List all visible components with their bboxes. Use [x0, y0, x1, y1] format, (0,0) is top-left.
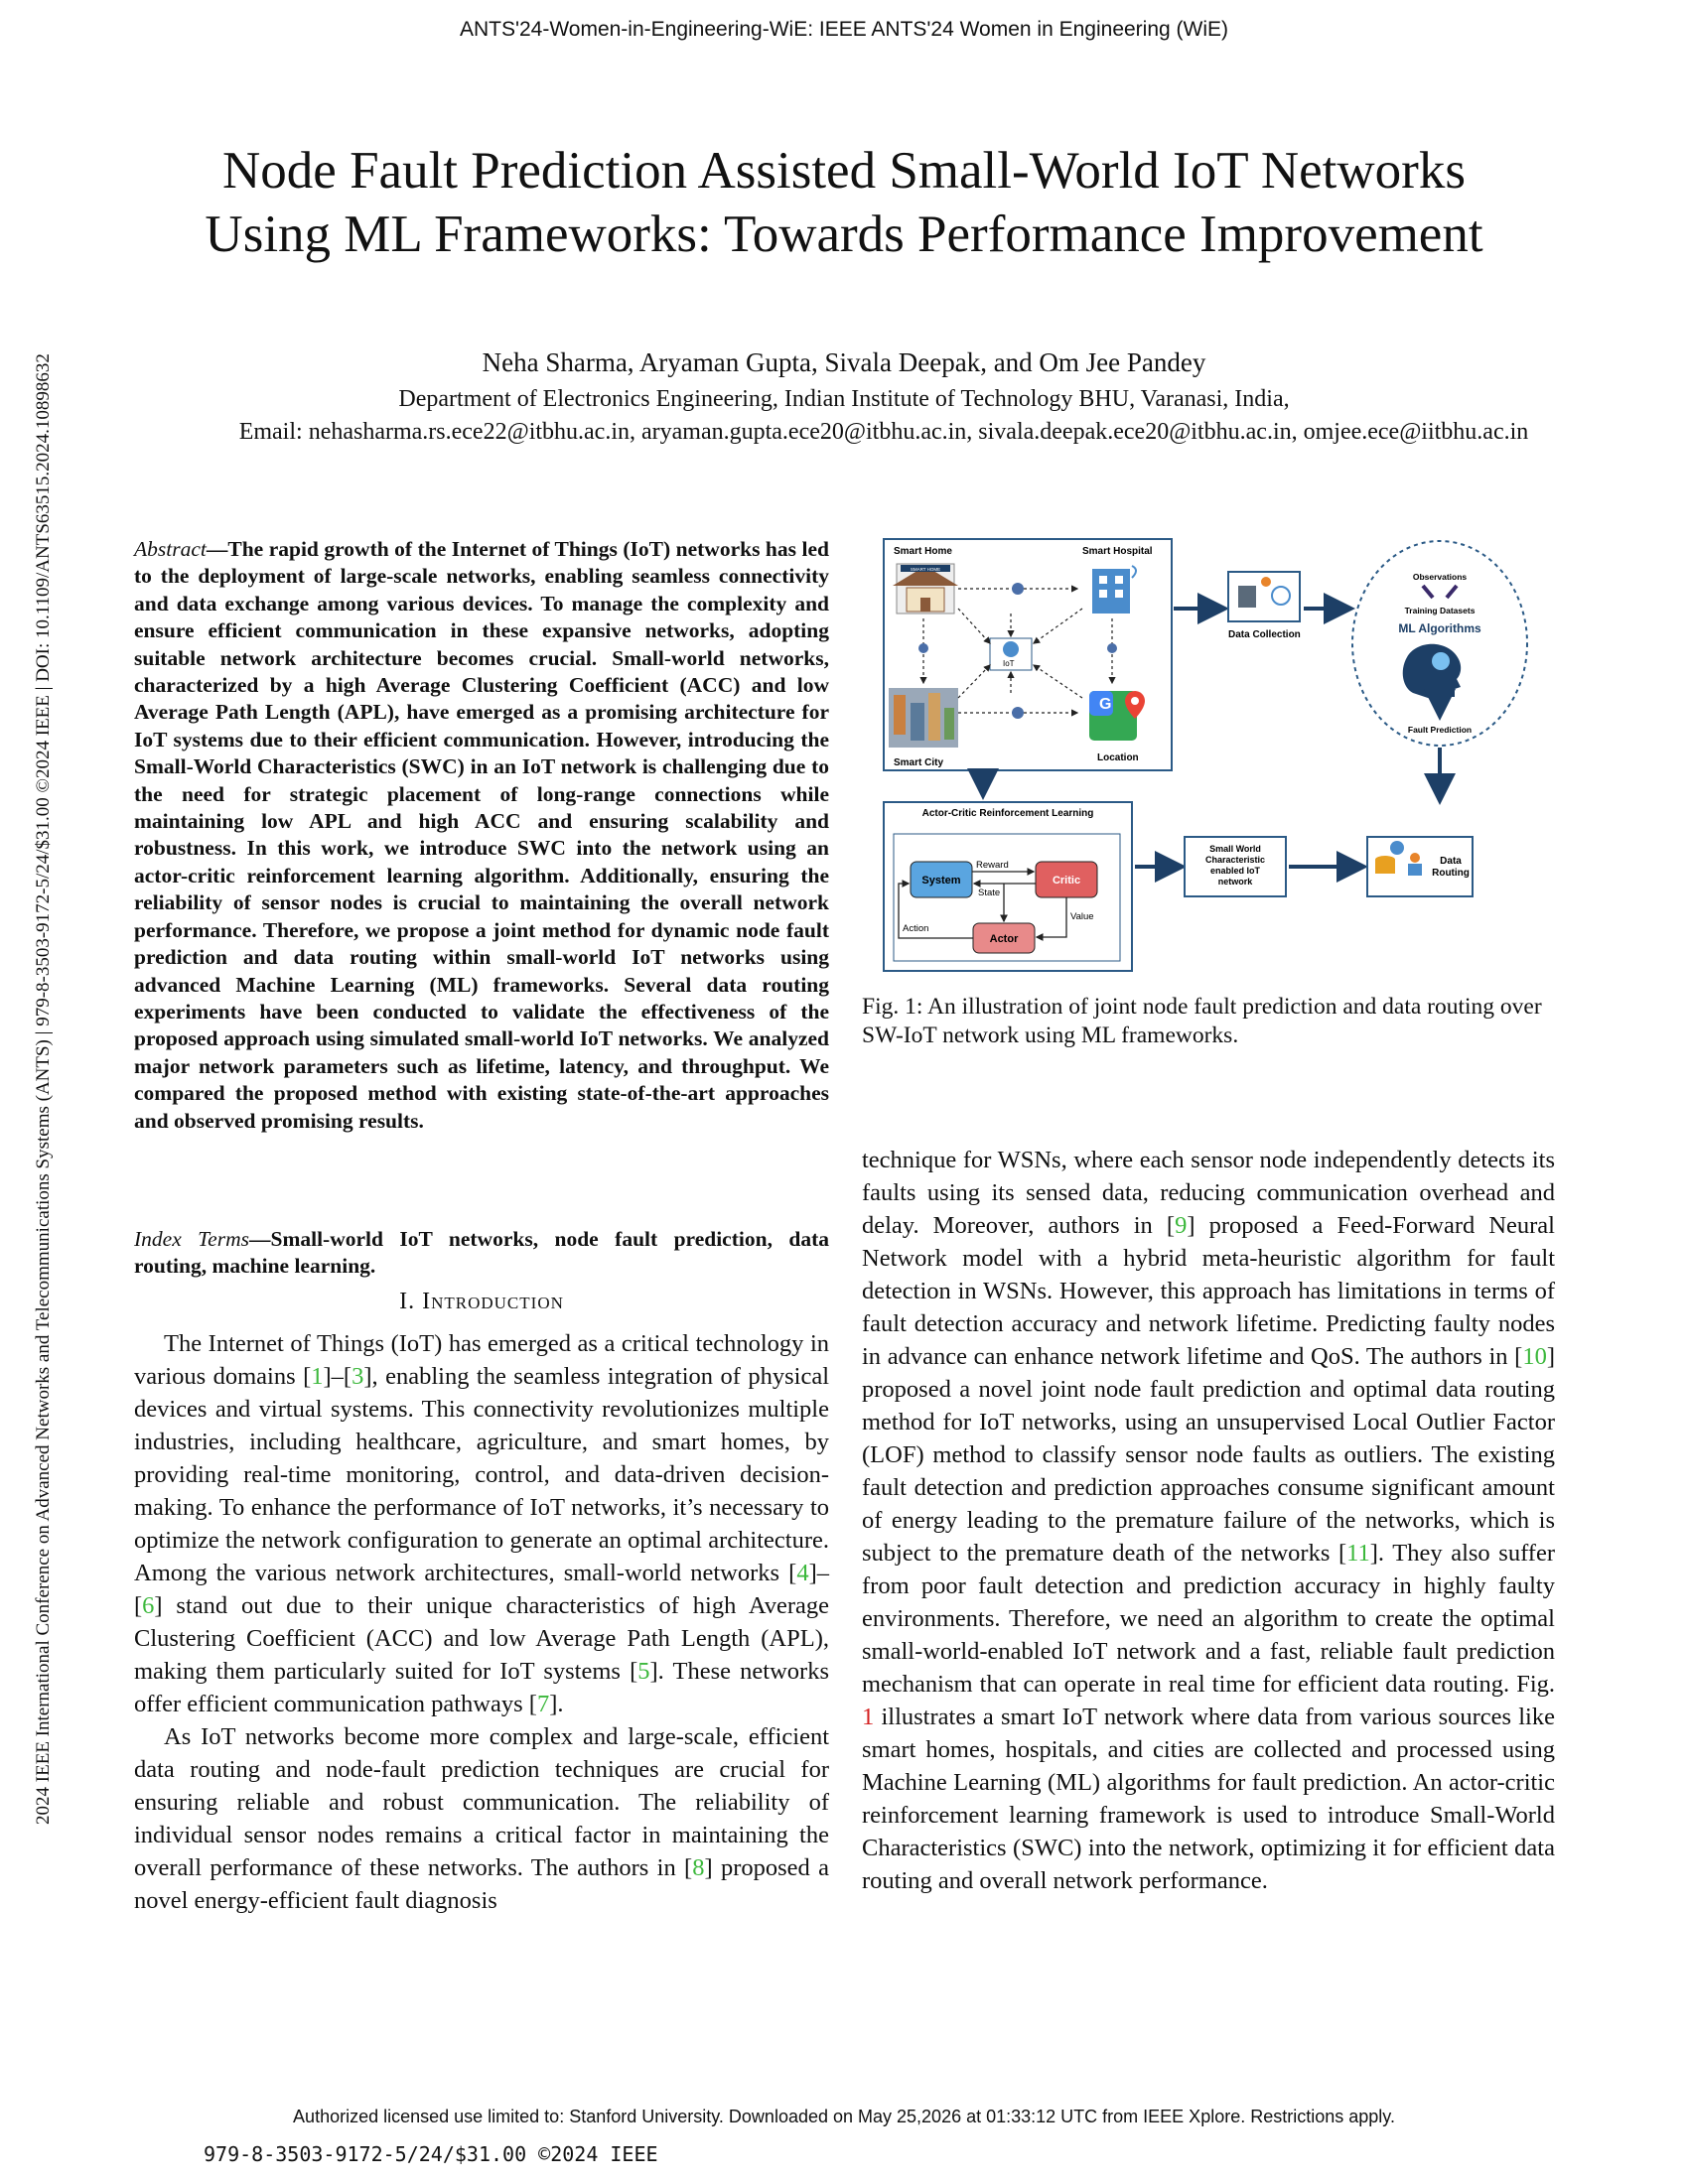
small-world-line-2: Characteristic	[1204, 855, 1266, 865]
paragraph-text: ], enabling the seamless integration of physical devices and virtual systems. This connectivity revolutionizes multiple industries, including healthcare, agriculture, and smart homes, by providing real-time monitoring, control, and data-driven decision-making. To enhance the performance of IoT networks, it’s necessary to optimize the network configuration to generate an optimal architecture. Among the various network architectures, small-world networks [	[134, 1363, 829, 1586]
right-paragraph-1	[862, 1144, 1555, 1897]
right-column-body	[862, 1144, 1555, 1897]
title-line-1: Node Fault Prediction Assisted Small-World IoT Networks	[222, 142, 1466, 200]
data-routing-line-2: Routing	[1432, 868, 1470, 879]
intro-paragraph-1	[134, 1327, 829, 1720]
caption-label: Fig. 1:	[862, 994, 923, 1020]
paragraph-text: ] stand out due to their unique characteristics of high Average Clustering Coefficient (ACC) and low Average Path Length (APL), making them particularly suited for IoT systems [	[134, 1592, 829, 1685]
paper-title	[109, 139, 1579, 266]
email-list: Email: nehasharma.rs.ece22@itbhu.ac.in, aryaman.gupta.ece20@itbhu.ac.in, sivala.deepak.ece20@itbhu.ac.in, omjee.ece@iitbhu.ac.in	[238, 419, 1529, 445]
iot-hub-icon	[1003, 641, 1019, 657]
paragraph-text: technique for WSNs, where each sensor node independently detects its faults using its sensed data, reducing communication overhead and delay. Moreover, authors in [	[862, 1147, 1555, 1239]
section-title: Introduction	[422, 1289, 564, 1314]
citation-link[interactable]: 9	[1175, 1212, 1188, 1239]
paragraph-text: illustrates a smart IoT network where data from various sources like smart homes, hospitals, and cities are collected and processed using Machine Learning (ML) algorithms for fault prediction. An actor-critic reinforcement learning framework is used to introduce Small-World Characteristics (SWC) into the network, optimizing it for efficient data routing and overall network performance.	[862, 1704, 1555, 1894]
location-label: Location	[1097, 752, 1139, 763]
isbn-footer: 979-8-3503-9172-5/24/$31.00 ©2024 IEEE	[204, 2142, 658, 2166]
data-routing-line-1: Data	[1440, 856, 1462, 867]
paragraph-text: ].	[549, 1691, 564, 1717]
running-header: ANTS'24-Women-in-Engineering-WiE: IEEE ANTS'24 Women in Engineering (WiE)	[459, 18, 1229, 41]
small-world-line-4: network	[1217, 877, 1253, 887]
abstract	[134, 536, 829, 1135]
paragraph-text: As IoT networks become more complex and large-scale, efficient data routing and node-fault prediction techniques are crucial for ensuring reliable and robust communication. The reliability of individual sensor nodes remains a critical factor in maintaining the overall performance of these networks. The authors in [	[134, 1723, 829, 1881]
actor-label: Actor	[989, 933, 1019, 945]
abstract-label: Abstract	[134, 537, 207, 561]
section-number: I.	[399, 1289, 416, 1314]
home-sign-text: SMART HOME	[910, 567, 941, 572]
system-label: System	[921, 875, 961, 887]
iot-label: IoT	[1003, 659, 1015, 668]
affiliation: Department of Electronics Engineering, Indian Institute of Technology BHU, Varanasi, India,	[398, 386, 1290, 412]
figure-reference-link[interactable]: 1	[862, 1704, 875, 1730]
smart-city-label: Smart City	[894, 757, 944, 768]
citation-link[interactable]: 1	[311, 1363, 324, 1390]
paragraph-text: ] proposed a novel joint node fault prediction and optimal data routing method for IoT networks, using an unsupervised Local Outlier Factor (LOF) method to classify sensor node faults as outliers. The existing fault detection and prediction approaches consume significant amount of energy leading to the premature failure of the networks, which is subject to the premature death of the networks [	[862, 1343, 1555, 1567]
citation-link[interactable]: 6	[142, 1592, 155, 1619]
google-g: G	[1099, 696, 1112, 713]
citation-link[interactable]: 3	[352, 1363, 364, 1390]
title-line-2: Using ML Frameworks: Towards Performance Improvement	[205, 205, 1483, 263]
training-datasets-label: Training Datasets	[1404, 606, 1476, 615]
figure-1-diagram	[879, 534, 1564, 976]
figure-1	[879, 534, 1564, 976]
data-collection-label: Data Collection	[1228, 629, 1301, 640]
license-notice: Authorized licensed use limited to: Stanford University. Downloaded on May 25,2026 at 01:33:12 UTC from IEEE Xplore. Restrictions apply.	[293, 2107, 1395, 2126]
abstract-text: —The rapid growth of the Internet of Things (IoT) networks has led to the deployment of large-scale networks, enabling seamless connectivity and data exchange among various devices. To manage the complexity and ensure efficient communication in these expansive networks, adopting suitable network architecture becomes crucial. Small-world networks, characterized by a high Average Clustering Coefficient (ACC) and low Average Path Length (APL), have emerged as a promising architecture for IoT systems due to their efficient communication. However, introducing the Small-World Characteristics (SWC) in an IoT network is challenging due to the need for strategic placement of long-range connections while maintaining low APL and high ACC and ensuring scalability and robustness. In this work, we introduce SWC into the network using an actor-critic reinforcement learning algorithm. Additionally, ensuring the reliability of sensor nodes is crucial to maintaining the overall network performance. Therefore, we propose a joint method for dynamic node fault prediction and data routing within small-world IoT networks using advanced Machine Learning (ML) frameworks. Several data routing experiments have been conducted to validate the effectiveness of the proposed approach using simulated small-world IoT networks. We analyzed major network parameters such as lifetime, latency, and throughput. We compared the proposed method with existing state-of-the-art approaches and observed promising results.	[134, 537, 829, 1133]
index-terms	[134, 1226, 829, 1281]
paragraph-text: ]. These networks offer efficient communication pathways [	[134, 1658, 829, 1717]
paragraph-text: ] proposed a Feed-Forward Neural Network model with a hybrid meta-heuristic algorithm for fault detection in WSNs. However, this approach has limitations in terms of fault detection accuracy and network lifetime. Predicting faulty nodes in advance can enhance network lifetime and QoS. The authors in [	[862, 1212, 1555, 1370]
observations-label: Observations	[1412, 572, 1468, 582]
smart-hospital-icon	[1092, 566, 1136, 614]
smart-hospital-label: Smart Hospital	[1082, 546, 1153, 557]
fault-prediction-label: Fault Prediction	[1407, 725, 1473, 735]
citation-link[interactable]: 4	[796, 1560, 809, 1586]
actor-critic-title: Actor-Critic Reinforcement Learning	[921, 808, 1094, 819]
smart-home-label: Smart Home	[894, 546, 952, 557]
action-label: Action	[903, 923, 929, 934]
small-world-line-3: enabled IoT	[1209, 866, 1261, 876]
state-label: State	[978, 887, 1001, 898]
citation-link[interactable]: 11	[1346, 1540, 1370, 1567]
location-icon	[1089, 691, 1145, 741]
small-world-line-1: Small World	[1209, 844, 1261, 854]
critic-label: Critic	[1052, 875, 1081, 887]
index-terms-label: Index Terms	[134, 1227, 249, 1251]
index-terms-text: —Small-world IoT networks, node fault prediction, data routing, machine learning.	[134, 1227, 829, 1279]
reward-label: Reward	[976, 860, 1009, 871]
paragraph-text: The Internet of Things (IoT) has emerged as a critical technology in various domains [	[134, 1330, 829, 1390]
section-heading	[134, 1289, 829, 1315]
figure-1-caption	[862, 993, 1555, 1050]
paragraph-text: ]–[	[323, 1363, 352, 1390]
caption-text: An illustration of joint node fault prediction and data routing over SW-IoT network using ML frameworks.	[862, 994, 1542, 1048]
introduction-body	[134, 1327, 829, 1917]
intro-paragraph-2	[134, 1720, 829, 1917]
value-label: Value	[1070, 911, 1094, 922]
citation-link[interactable]: 10	[1522, 1343, 1547, 1370]
citation-link[interactable]: 5	[637, 1658, 650, 1685]
citation-link[interactable]: 7	[536, 1691, 550, 1717]
citation-link[interactable]: 8	[692, 1854, 705, 1881]
paragraph-text: ]. They also suffer from poor fault detection and prediction accuracy in highly faulty environments. Therefore, we need an algorithm to create the optimal small-world-enabled IoT network and a fast, reliable fault prediction mechanism that can operate in real time for efficient data routing. Fig.	[862, 1540, 1555, 1698]
smart-city-icon	[889, 688, 958, 748]
side-identifier-strip: 2024 IEEE International Conference on Advanced Networks and Telecommunications Systems (ANTS) | 979-8-3503-9172-5/24/$31.00 ©2024 IEEE | DOI: 10.1109/ANTS63515.2024.10898632	[33, 353, 54, 1825]
paragraph-text: ]–[	[134, 1560, 829, 1619]
ml-algorithms-label: ML Algorithms	[1398, 621, 1481, 635]
paragraph-text: ] proposed a novel energy-efficient fault diagnosis	[134, 1854, 830, 1914]
smart-home-icon	[893, 564, 958, 614]
author-list: Neha Sharma, Aryaman Gupta, Sivala Deepak, and Om Jee Pandey	[482, 347, 1206, 377]
